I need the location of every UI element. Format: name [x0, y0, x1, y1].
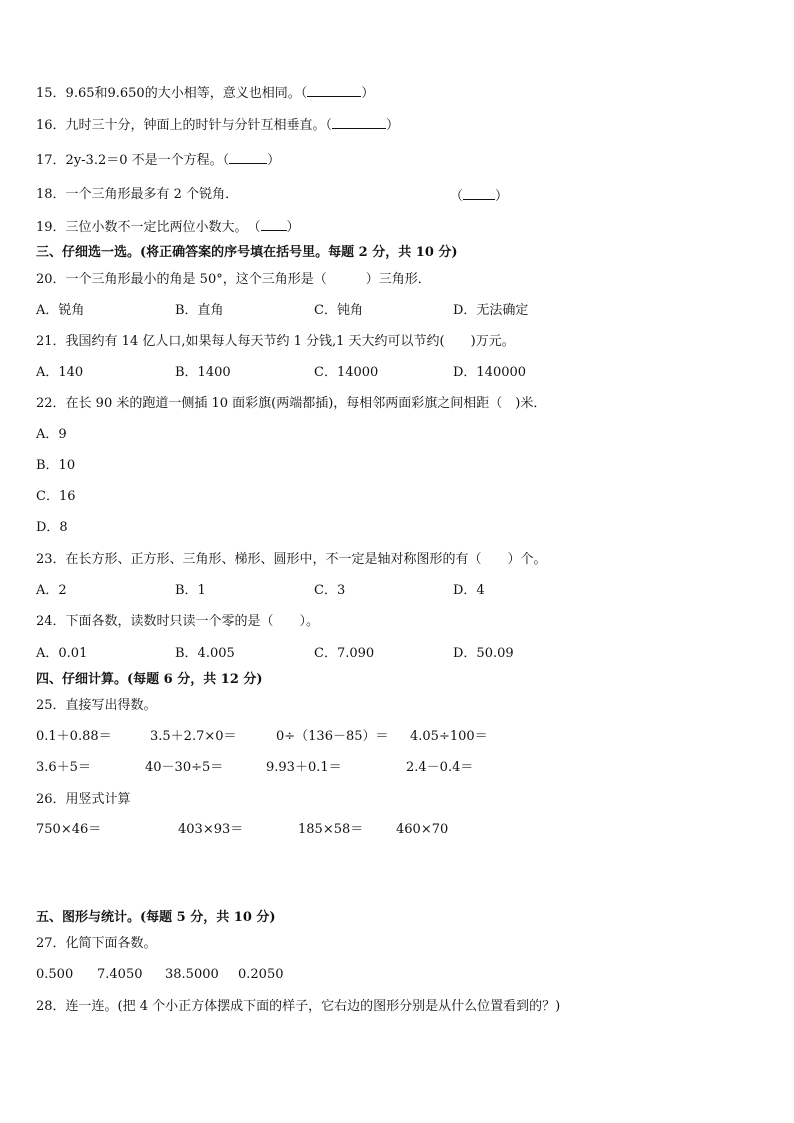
- option-21-a[interactable]: A．140: [36, 365, 84, 380]
- option-24-b[interactable]: B．4.005: [175, 646, 235, 661]
- question-15: 15．9.65和9.650的大小相等，意义也相同。（ ）: [36, 86, 375, 101]
- question-26: 26．用竖式计算: [36, 792, 131, 807]
- calc-item: 750×46＝: [36, 822, 102, 837]
- question-16: 16．九时三十分，钟面上的时针与分针互相垂直。（ ）: [36, 118, 400, 133]
- option-23-d[interactable]: D．4: [453, 583, 485, 598]
- number-item: 0.2050: [238, 967, 284, 982]
- number-item: 0.500: [36, 967, 74, 982]
- calc-item: 2.4－0.4＝: [406, 760, 474, 775]
- question-25: 25．直接写出得数。: [36, 698, 157, 713]
- question-19: 19．三位小数不一定比两位小数大。 （ ）: [36, 220, 300, 235]
- calc-item: 460×70: [396, 822, 449, 837]
- question-18-answer: （ ）: [450, 189, 509, 204]
- option-23-a[interactable]: A．2: [36, 583, 67, 598]
- calc-item: 403×93＝: [178, 822, 244, 837]
- question-28: 28．连一连。(把 4 个小正方体摆成下面的样子，它右边的图形分别是从什么位置看到的？): [36, 999, 561, 1014]
- question-22: 22．在长 90 米的跑道一侧插 10 面彩旗(两端都插)，每相邻两面彩旗之间相距（ )米．: [36, 396, 547, 411]
- option-20-b[interactable]: B．直角: [175, 303, 224, 318]
- section-5-heading: 五、图形与统计。(每题 5 分，共 10 分): [36, 910, 276, 925]
- question-23: 23．在长方形、正方形、三角形、梯形、圆形中，不一定是轴对称图形的有（ ）个。: [36, 552, 547, 567]
- question-21: 21．我国约有 14 亿人口,如果每人每天节约 1 分钱,1 天大约可以节约( )万元。: [36, 334, 515, 349]
- calc-item: 3.6＋5＝: [36, 760, 91, 775]
- answer-blank-19[interactable]: [261, 218, 287, 231]
- question-17: 17．2y-3.2＝0 不是一个方程。（ ）: [36, 153, 281, 168]
- question-24: 24．下面各数，读数时只读一个零的是（ ）。: [36, 614, 320, 629]
- calc-item: 4.05÷100＝: [410, 729, 488, 744]
- option-21-d[interactable]: D．140000: [453, 365, 527, 380]
- question-20: 20．一个三角形最小的角是 50°，这个三角形是（ ）三角形．: [36, 272, 431, 287]
- option-24-d[interactable]: D．50.09: [453, 646, 514, 661]
- calc-item: 40－30÷5＝: [145, 760, 224, 775]
- number-item: 7.4050: [97, 967, 143, 982]
- question-18: 18．一个三角形最多有 2 个锐角．: [36, 187, 239, 202]
- calc-item: 3.5＋2.7×0＝: [150, 729, 237, 744]
- calc-item: 0÷（136－85）＝: [276, 729, 389, 744]
- option-20-a[interactable]: A．锐角: [36, 303, 85, 318]
- option-23-c[interactable]: C．3: [314, 583, 346, 598]
- option-22-d[interactable]: D．8: [36, 520, 68, 535]
- answer-blank-17[interactable]: [229, 151, 267, 164]
- option-21-c[interactable]: C．14000: [314, 365, 379, 380]
- number-item: 38.5000: [165, 967, 219, 982]
- option-24-a[interactable]: A．0.01: [36, 646, 88, 661]
- option-24-c[interactable]: C．7.090: [314, 646, 375, 661]
- answer-blank-16[interactable]: [332, 116, 386, 129]
- calc-item: 185×58＝: [298, 822, 364, 837]
- option-22-a[interactable]: A．9: [36, 427, 67, 442]
- calc-item: 0.1＋0.88＝: [36, 729, 112, 744]
- section-3-heading: 三、仔细选一选。(将正确答案的序号填在括号里。每题 2 分，共 10 分): [36, 245, 458, 260]
- answer-blank-18[interactable]: [463, 187, 495, 200]
- calc-item: 9.93＋0.1＝: [266, 760, 342, 775]
- option-20-d[interactable]: D．无法确定: [453, 303, 529, 318]
- option-22-b[interactable]: B．10: [36, 458, 76, 473]
- option-21-b[interactable]: B．1400: [175, 365, 231, 380]
- option-20-c[interactable]: C．钝角: [314, 303, 363, 318]
- option-23-b[interactable]: B．1: [175, 583, 206, 598]
- section-4-heading: 四、仔细计算。(每题 6 分，共 12 分): [36, 672, 263, 687]
- question-27: 27．化简下面各数。: [36, 936, 157, 951]
- answer-blank-15[interactable]: [307, 84, 361, 97]
- option-22-c[interactable]: C．16: [36, 489, 76, 504]
